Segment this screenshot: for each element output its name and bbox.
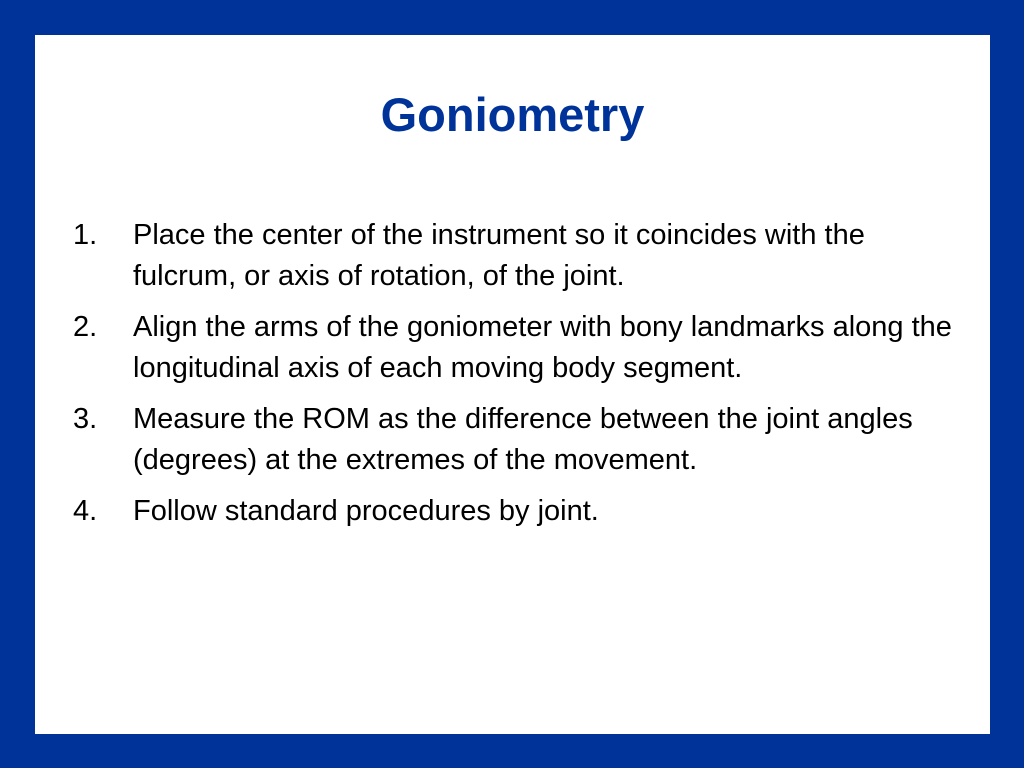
- slide-title: Goniometry: [380, 88, 645, 141]
- step-number: 1.: [73, 219, 98, 251]
- step-item-3: [73, 399, 973, 481]
- step-text: Follow standard procedures by joint.: [133, 495, 599, 527]
- step-number: 2.: [73, 311, 98, 343]
- step-text: Place the center of the instrument so it coincides with the fulcrum, or axis of rotation, of the joint.: [133, 219, 865, 292]
- step-text: Align the arms of the goniometer with bony landmarks along the longitudinal axis of each moving body segment.: [133, 311, 952, 384]
- step-number: 3.: [73, 403, 98, 435]
- slide-panel: [35, 35, 990, 734]
- step-item-1: [73, 215, 973, 297]
- step-number: 4.: [73, 495, 98, 527]
- step-item-4: [73, 491, 973, 532]
- step-item-2: [73, 307, 973, 389]
- step-text: Measure the ROM as the difference between the joint angles (degrees) at the extremes of the movement.: [133, 403, 913, 476]
- steps-list: [73, 215, 973, 542]
